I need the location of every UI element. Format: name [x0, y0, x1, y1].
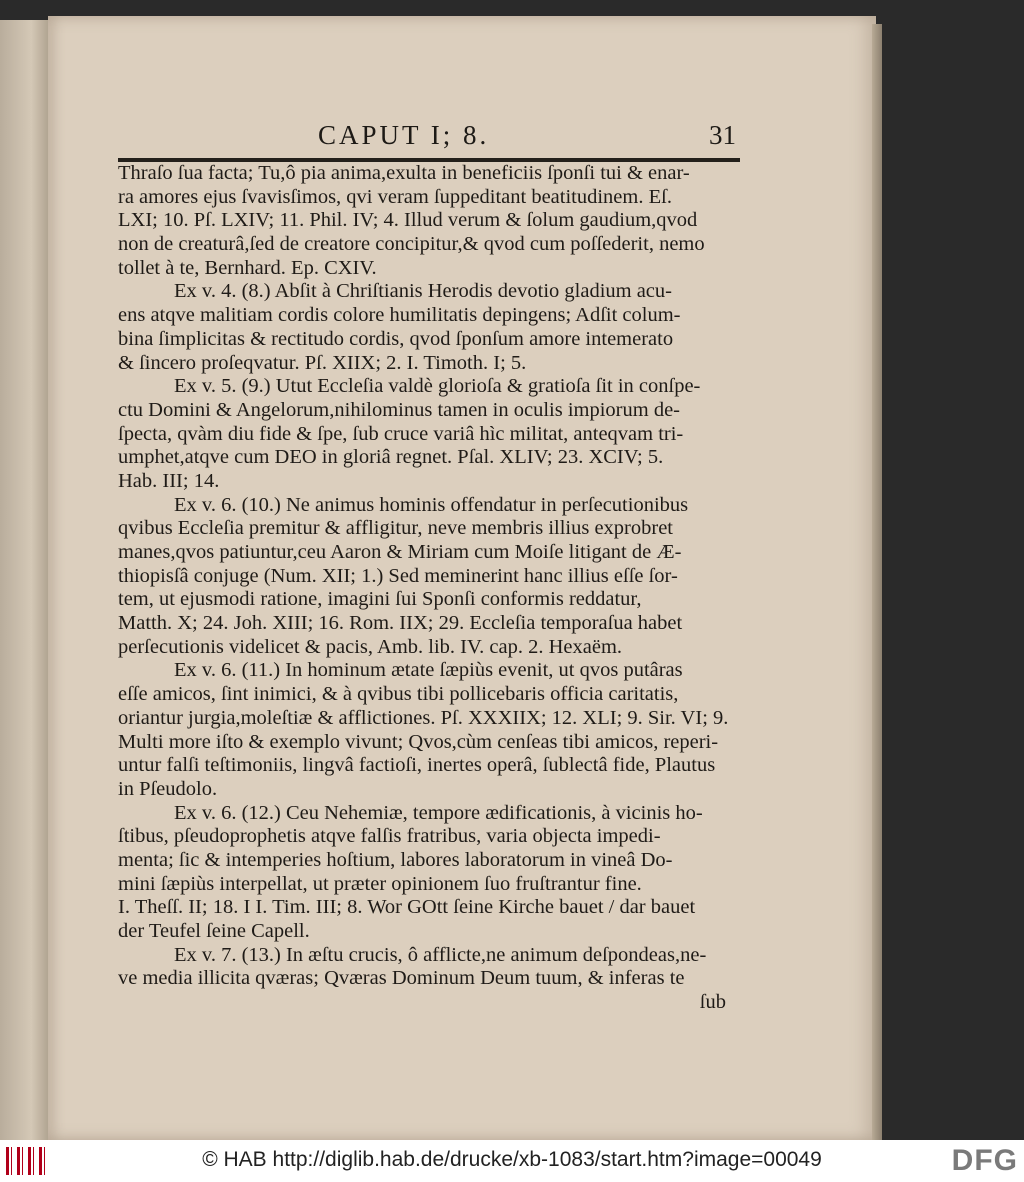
text-line: in Pſeudolo. [118, 777, 218, 800]
page-fore-edge [872, 24, 882, 1140]
text-line: non de creaturâ,ſed de creatore concipitur,& qvod cum poſſederit, nemo [118, 233, 705, 256]
text-line: qvibus Eccleſia premitur & affligitur, neve membris illius exprobret [118, 517, 674, 540]
text-line: oriantur jurgia,moleſtiæ & afflictiones. Pſ. XXXIIX; 12. XLI; 9. Sir. VI; 9. [118, 706, 729, 729]
text-line: Matth. X; 24. Joh. XIII; 16. Rom. IIX; 29. Eccleſia temporaſua habet [118, 612, 683, 635]
text-line: untur falſi teſtimoniis, lingvâ factioſi, inertes operâ, ſublectâ fide, Plautus [118, 754, 716, 777]
text-line: Multi more iſto & exemplo vivunt; Qvos,cùm cenſeas tibi amicos, reperi- [118, 730, 719, 753]
text-line: tollet à te, Bernhard. Ep. CXIV. [118, 256, 377, 279]
catchword: ſub [699, 991, 726, 1014]
copyright-link[interactable]: © HAB http://diglib.hab.de/drucke/xb-1083/start.htm?image=00049 [202, 1148, 822, 1171]
text-line: LXI; 10. Pſ. LXIV; 11. Phil. IV; 4. Illud verum & ſolum gaudium,qvod [118, 209, 698, 232]
text-line: Hab. III; 14. [118, 469, 220, 492]
text-line: der Teufel ſeine Capell. [118, 920, 310, 942]
text-line: ſtibus, pſeudoprophetis atqve falſis fratribus, varia objecta impedi- [118, 825, 661, 848]
text-line: Ex v. 7. (13.) In æſtu crucis, ô afflicte,ne animum deſpondeas,ne- [174, 943, 707, 966]
text-line: ra amores ejus ſvavisſimos, qvi veram ſuppeditant beatitudinem. Eſ. [118, 185, 672, 208]
text-line: Thraſo ſua facta; Tu,ô pia anima,exulta in beneficiis ſponſi tui & enar- [118, 162, 690, 184]
text-line: umphet,atqve cum DEO in gloriâ regnet. Pſal. XLIV; 23. XCIV; 5. [118, 446, 664, 469]
text-line: bina ſimplicitas & rectitudo cordis, qvod ſponſum amore intemerato [118, 327, 674, 350]
text-line: thiopisſâ conjuge (Num. XII; 1.) Sed meminerint hanc illius eſſe ſor- [118, 564, 678, 587]
text-line: tem, ut ejusmodi ratione, imagini ſui Sponſi conformis reddatur, [118, 588, 642, 611]
dfg-logo: DFG [951, 1144, 1018, 1177]
text-line: manes,qvos patiuntur,ceu Aaron & Miriam cum Moiſe litigant de Æ- [118, 541, 682, 563]
text-line: Ex v. 6. (11.) In hominum ætate ſæpiùs evenit, ut qvos putâras [174, 659, 683, 682]
text-line: mini ſæpiùs interpellat, ut præter opinionem ſuo fruſtrantur fine. [118, 872, 642, 895]
text-line: eſſe amicos, ſint inimici, & à qvibus tibi pollicebaris officia caritatis, [118, 683, 679, 706]
text-line: ens atqve malitiam cordis colore humilitatis depingens; Adſit colum- [118, 304, 681, 327]
body-text [118, 162, 740, 1015]
text-line: Ex v. 5. (9.) Utut Eccleſia valdè glorioſa & gratioſa ſit in conſpe- [174, 375, 701, 398]
text-line: ctu Domini & Angelorum,nihilominus tamen in oculis impiorum de- [118, 398, 680, 421]
text-line: & ſincero proſeqvatur. Pſ. XIIX; 2. I. Timoth. I; 5. [118, 351, 527, 374]
text-line: I. Theſſ. II; 18. I I. Tim. III; 8. Wor GOtt ſeine Kirche bauet / dar bauet [118, 896, 696, 919]
text-line: perſecutionis videlicet & pacis, Amb. lib. IV. cap. 2. Hexaëm. [118, 635, 623, 658]
page-number: 31 [709, 120, 736, 150]
text-line: menta; ſic & intemperies hoſtium, labores laboratorum in vineâ Do- [118, 848, 673, 871]
text-line: ſpecta, qvàm diu fide & ſpe, ſub cruce variâ hìc militat, anteqvam tri- [118, 422, 684, 445]
footer-bar [0, 1140, 1024, 1182]
text-line: Ex v. 4. (8.) Abſit à Chriſtianis Herodis devotio gladium acu- [174, 280, 672, 303]
text-line: Ex v. 6. (10.) Ne animus hominis offendatur in perſecutionibus [174, 493, 689, 516]
running-head-title: CAPUT I; 8. [318, 120, 490, 150]
previous-page-edge [0, 20, 52, 1140]
running-head [118, 110, 736, 156]
text-line: ve media illicita qværas; Qværas Dominum Deum tuum, & inferas te [118, 967, 685, 990]
text-line: Ex v. 6. (12.) Ceu Nehemiæ, tempore ædificationis, à vicinis ho- [174, 801, 703, 824]
